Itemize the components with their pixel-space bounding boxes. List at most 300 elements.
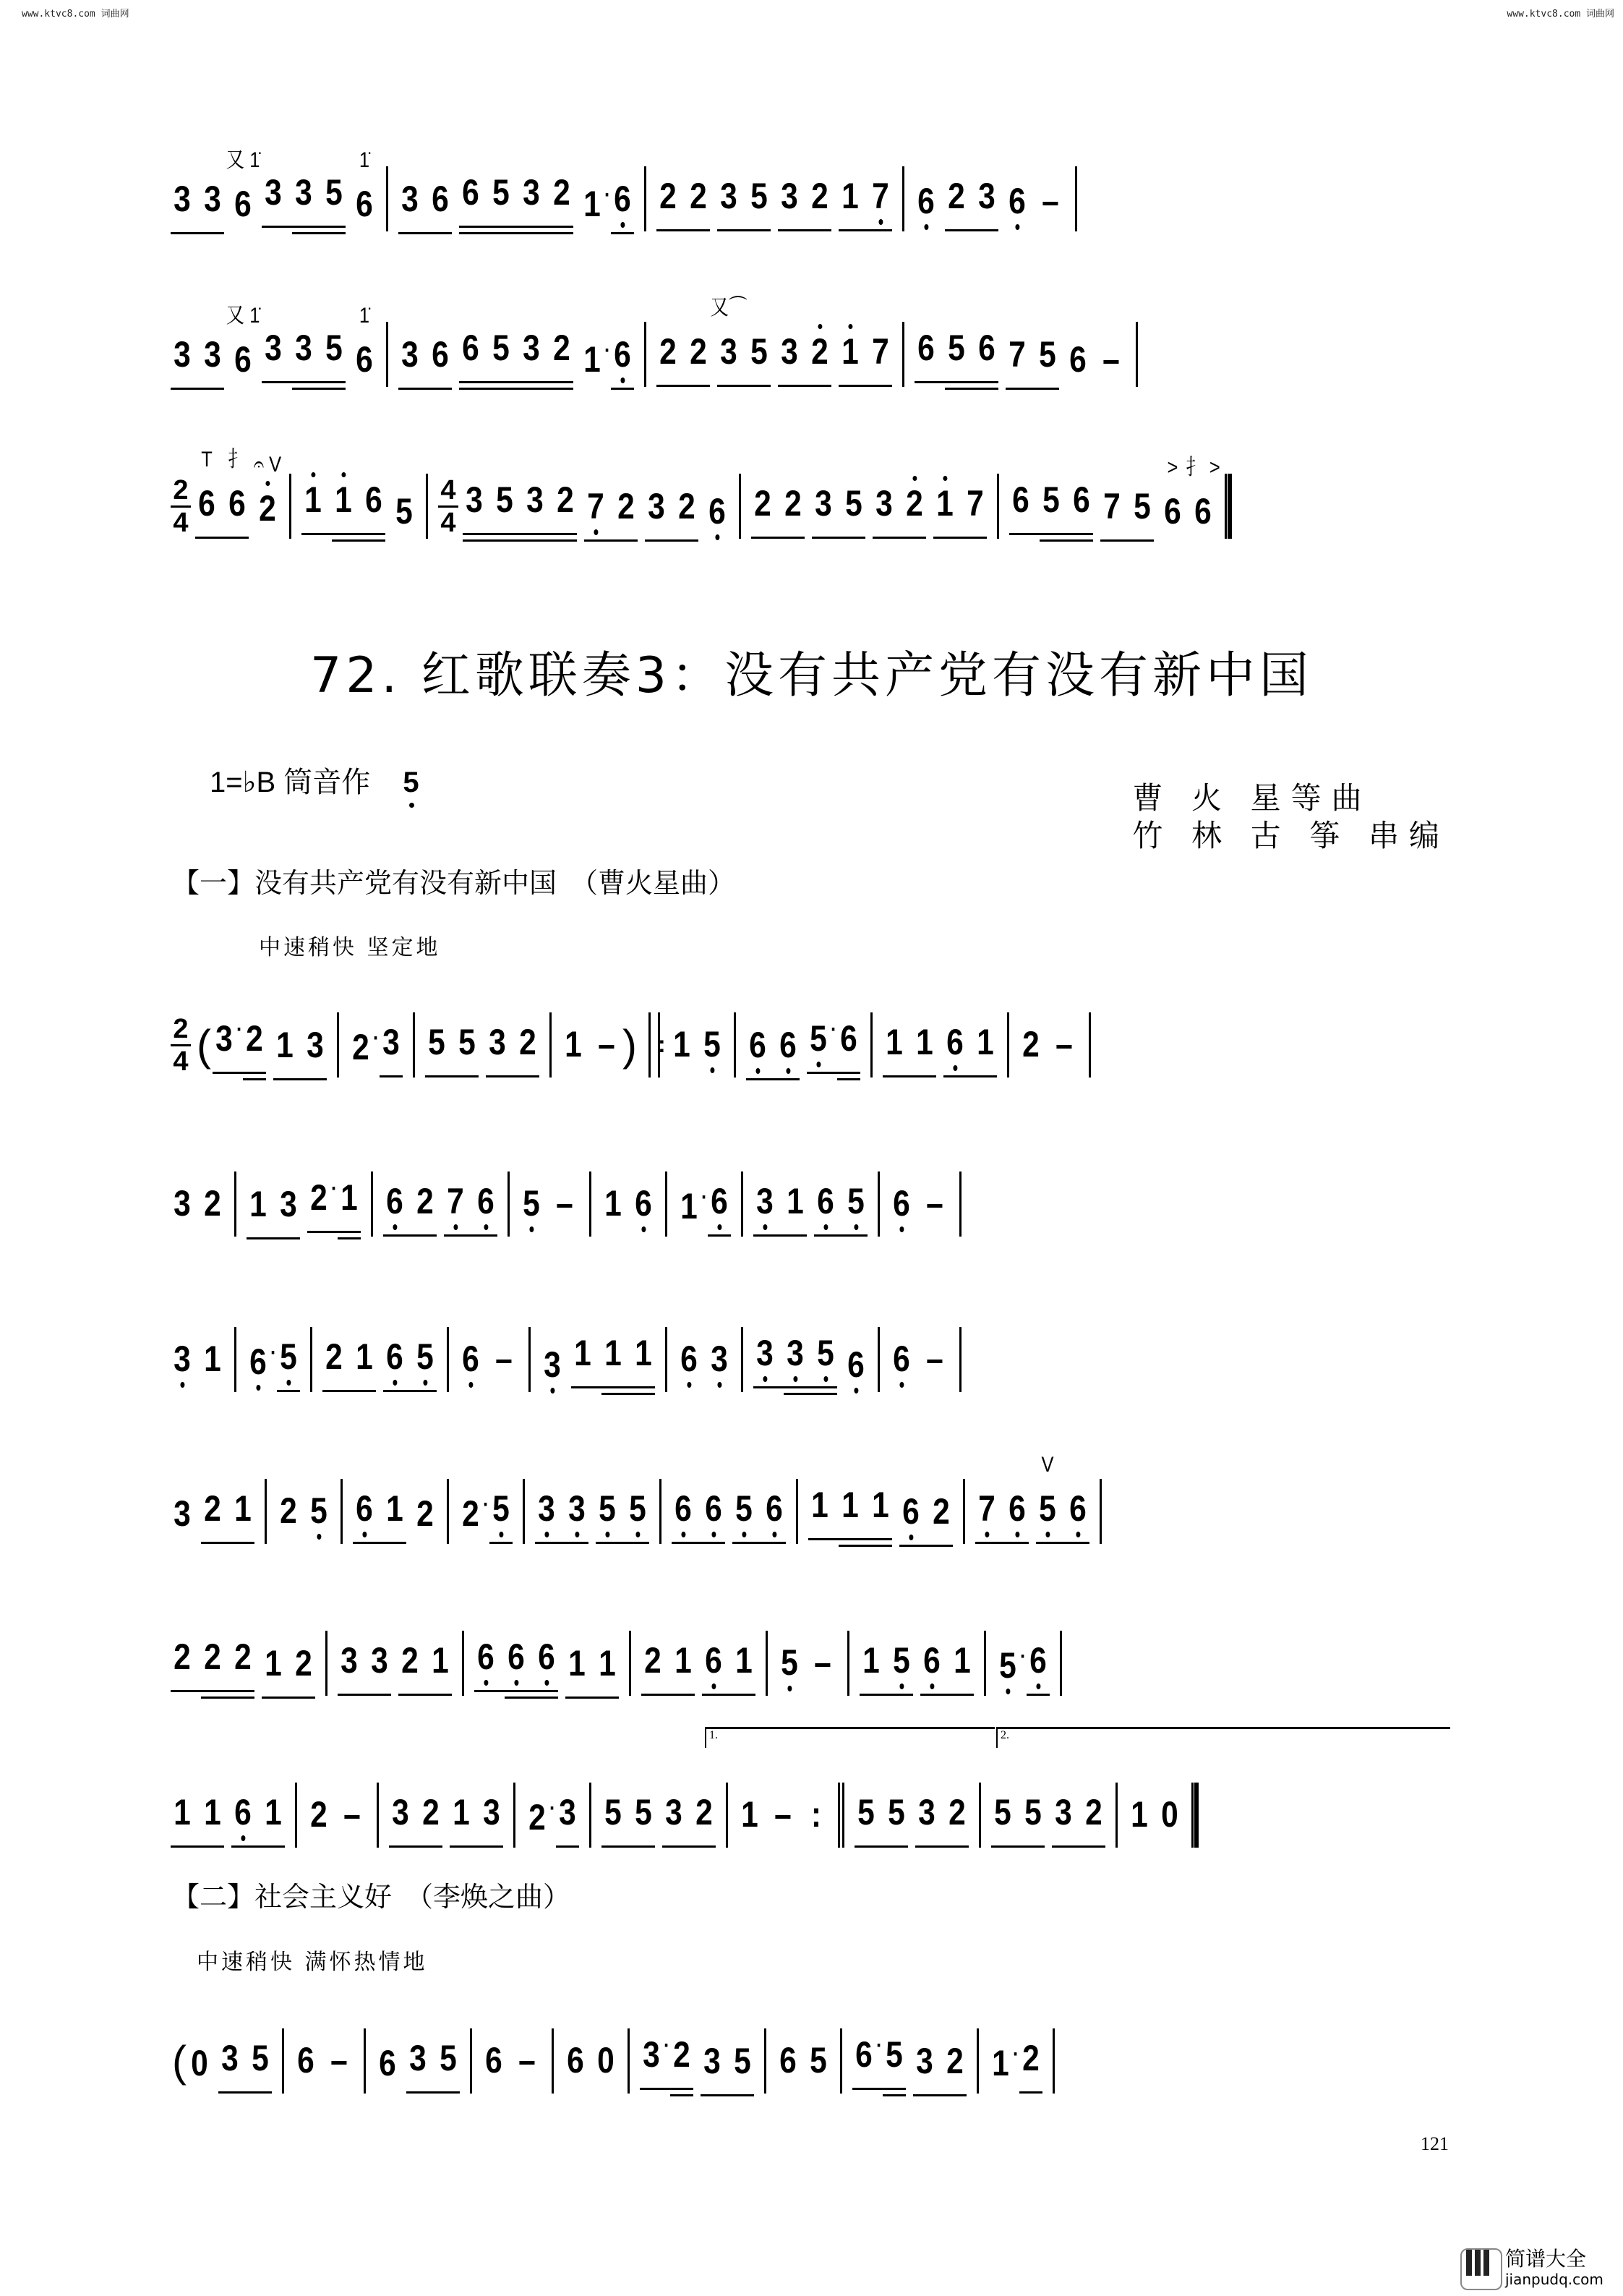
note-group [294, 2031, 354, 2091]
low-octave-dot [846, 1385, 865, 1395]
low-octave-dot [870, 372, 890, 382]
high-octave-dot [886, 1783, 906, 1792]
note-groups [526, 1783, 579, 1848]
staff-row-inner [160, 447, 1462, 560]
note-groups [171, 1783, 285, 1848]
barline [1089, 1012, 1091, 1077]
note-digit: 3 [401, 179, 419, 219]
measure [160, 1609, 325, 1717]
note-digit: 5 [440, 2037, 457, 2078]
high-octave-dot [354, 1480, 374, 1488]
note [703, 1631, 723, 1691]
note-groups [1009, 456, 1220, 542]
note [688, 167, 708, 226]
high-octave-dot [1011, 471, 1030, 479]
high-octave-dot [785, 1324, 805, 1333]
low-octave-dot [993, 1832, 1012, 1843]
note-digit: 2 [906, 482, 923, 524]
low-octave-dot [263, 368, 283, 378]
high-octave-dot [461, 1330, 480, 1339]
low-octave-dot [810, 1683, 835, 1693]
measure [986, 1609, 1060, 1717]
measure [373, 1150, 508, 1258]
note-group [751, 474, 805, 539]
high-octave-dot [709, 1172, 729, 1181]
note [461, 163, 480, 223]
note-group [581, 175, 611, 234]
underline-beam [277, 1390, 300, 1392]
low-octave-dot [734, 1529, 753, 1539]
note [567, 1634, 586, 1694]
high-octave-dot [603, 1324, 622, 1333]
staff-row [160, 295, 1462, 409]
low-octave-dot [385, 1221, 404, 1232]
low-octave-dot [1007, 221, 1027, 231]
high-octave-dot [806, 1785, 826, 1794]
notes [571, 1324, 655, 1383]
note [734, 1480, 753, 1539]
notes [596, 1480, 649, 1539]
note [296, 2031, 315, 2091]
notes [307, 1169, 361, 1228]
note-digit: 6 [477, 1636, 494, 1677]
note-group [915, 172, 938, 231]
notes [247, 1333, 277, 1392]
notes [701, 2032, 754, 2091]
note-groups [883, 1013, 997, 1077]
note [1132, 477, 1152, 537]
note-digit: 3 [787, 1333, 804, 1373]
high-octave-dot [808, 2031, 828, 2040]
note [461, 1330, 480, 1389]
note [491, 1480, 510, 1539]
high-octave-dot [263, 319, 283, 328]
note-digit: 2 [948, 1791, 966, 1832]
note-digit: 5 [635, 1791, 652, 1832]
note-digit: 1 [872, 1485, 889, 1525]
note-group [262, 1634, 315, 1699]
staff-row-inner [160, 1761, 1462, 1869]
low-octave-dot [719, 372, 738, 382]
measure [327, 1609, 462, 1717]
note-digit: 5 [280, 1336, 297, 1377]
high-octave-dot [945, 2032, 964, 2041]
note-digit: 6 [847, 1344, 865, 1385]
note-group [640, 2026, 693, 2096]
low-octave-dot [785, 1373, 805, 1383]
high-octave-dot [415, 1172, 434, 1181]
underline-beam [262, 1697, 315, 1699]
low-octave-dot [263, 1683, 283, 1694]
low-octave-dot [278, 1377, 298, 1387]
note [354, 1328, 374, 1387]
notes [1019, 1015, 1079, 1075]
low-octave-dot [778, 2081, 797, 2091]
note-groups [474, 1628, 619, 1699]
underline-beam [873, 537, 926, 539]
low-octave-dot [946, 216, 966, 226]
note-group [778, 1634, 837, 1693]
note-digit: 6 [675, 1488, 692, 1529]
high-octave-dot [202, 1330, 222, 1339]
low-octave-dot [354, 224, 374, 234]
high-octave-dot [785, 1172, 805, 1181]
note-digit: 1 [432, 1639, 449, 1681]
note-groups [601, 1174, 655, 1234]
low-octave-dot [1068, 1529, 1087, 1539]
note [597, 1634, 617, 1694]
low-octave-dot [294, 1683, 313, 1694]
note-digit: 6 [1012, 479, 1029, 520]
note-group [459, 1485, 489, 1544]
note [563, 1015, 583, 1075]
barline [959, 1327, 962, 1392]
low-octave-dot [582, 380, 601, 390]
note [891, 1330, 911, 1389]
note-digit: 3 [174, 179, 191, 219]
key-text: 1=♭B 筒音作 [210, 767, 371, 798]
high-octave-dot [779, 1634, 799, 1642]
low-octave-dot [1007, 375, 1027, 385]
note-group [389, 1783, 442, 1848]
low-octave-dot [327, 2081, 351, 2091]
note-digit: 3 [174, 1183, 191, 1224]
note [810, 167, 829, 226]
measure [236, 1305, 310, 1414]
note-group [1036, 1452, 1089, 1544]
staff-row [160, 1150, 1462, 1258]
note [506, 1628, 526, 1687]
note [596, 2031, 615, 2091]
notes [839, 167, 892, 226]
high-octave-dot [616, 477, 635, 486]
measure [267, 1457, 341, 1566]
notes [1100, 477, 1154, 537]
high-octave-dot [870, 1476, 890, 1485]
note-digit: 5 [1134, 486, 1151, 526]
note [445, 1172, 465, 1232]
note-group [171, 1485, 194, 1544]
high-octave-dot [202, 325, 222, 334]
high-octave-dot [303, 471, 322, 479]
high-octave-dot [555, 471, 575, 479]
note-digit: 6 [297, 2040, 314, 2081]
high-octave-dot [1028, 1631, 1048, 1640]
note [415, 1485, 434, 1544]
note-groups [301, 471, 416, 542]
low-octave-dot [633, 1832, 653, 1843]
low-octave-dot [810, 372, 829, 382]
note-digit: 3 [781, 330, 798, 372]
notes [776, 2031, 830, 2091]
underline-beam [459, 226, 573, 228]
underline-beam [338, 1694, 391, 1696]
low-octave-dot [734, 1681, 753, 1691]
note-digit: 1 [249, 1184, 267, 1224]
augmentation-dot: · [372, 1025, 380, 1050]
note [633, 1783, 653, 1843]
barline [1191, 1783, 1199, 1848]
barline [1225, 474, 1232, 539]
measure [844, 1761, 979, 1869]
notes [601, 1174, 655, 1234]
low-octave-dot [694, 1832, 714, 1843]
note [646, 477, 666, 537]
note [457, 1013, 476, 1072]
measure [660, 991, 734, 1099]
note-digit: 3 [1055, 1791, 1072, 1832]
note-digit: – [518, 2040, 536, 2081]
high-octave-dot [764, 1480, 784, 1488]
low-octave-dot [521, 368, 541, 378]
underline-beam [171, 1690, 254, 1692]
high-octave-dot [813, 474, 833, 483]
low-octave-dot [703, 1529, 723, 1539]
note [536, 1480, 556, 1539]
note-digit: 2 [644, 1639, 661, 1681]
low-octave-dot [646, 526, 666, 537]
note [952, 1631, 972, 1691]
note-digit: 1 [954, 1639, 971, 1681]
low-octave-dot [573, 1373, 592, 1383]
note-digit: 6 [365, 479, 382, 520]
note-digit: 2 [659, 330, 677, 372]
note-digit: 3 [523, 172, 540, 213]
notes [307, 1785, 367, 1845]
low-octave-dot [309, 1531, 328, 1541]
high-octave-dot [521, 1174, 541, 1183]
underline-beam [1052, 1845, 1105, 1848]
low-octave-dot [233, 1677, 252, 1687]
note-digit: – [495, 1339, 513, 1379]
measure [297, 1761, 377, 1869]
note [354, 1480, 374, 1539]
augmentation-dot: · [270, 1340, 277, 1365]
note-group [414, 1485, 437, 1544]
note [672, 1015, 691, 1075]
note [565, 2031, 585, 2091]
low-octave-dot [1021, 2078, 1040, 2088]
low-octave-dot [1068, 380, 1087, 390]
note-group [677, 1330, 731, 1389]
low-octave-dot [430, 375, 450, 385]
measure [160, 300, 386, 409]
note-digit: 1 [204, 1339, 221, 1379]
note-digit: 3 [295, 172, 312, 213]
note-digit: 6 [462, 1339, 479, 1379]
augmentation-dot: · [483, 1492, 489, 1516]
note-digit: 3 [711, 1339, 728, 1379]
note [1028, 1631, 1048, 1691]
note-group [277, 1482, 330, 1541]
low-octave-dot [354, 1529, 374, 1539]
low-octave-dot [884, 1062, 904, 1072]
low-octave-dot [430, 1681, 450, 1691]
note-groups [188, 2029, 272, 2094]
dash-hold [771, 1785, 795, 1845]
notes [213, 1010, 266, 1069]
notes [778, 1634, 837, 1693]
note-digit: 5 [994, 1791, 1011, 1832]
note [309, 1785, 328, 1845]
high-octave-dot [172, 1330, 192, 1339]
underline-beam [920, 1694, 974, 1696]
note-groups [459, 1480, 513, 1544]
low-octave-dot [703, 1681, 723, 1691]
note-groups [277, 1482, 330, 1541]
low-octave-dot [874, 524, 894, 534]
note [555, 471, 575, 530]
low-octave-dot [354, 380, 374, 390]
high-octave-dot [494, 471, 514, 479]
note [815, 1324, 835, 1383]
high-octave-dot [476, 1628, 495, 1636]
measure [160, 1761, 295, 1869]
time-sig-bottom: 4 [440, 507, 456, 538]
high-octave-dot [749, 167, 768, 176]
note [707, 482, 727, 542]
notes [989, 2034, 1019, 2094]
low-octave-dot [518, 1062, 537, 1072]
high-octave-dot [740, 1785, 759, 1794]
note-group [933, 474, 987, 539]
high-octave-dot [305, 1016, 325, 1025]
note-group [398, 170, 452, 234]
note [679, 1177, 708, 1237]
note-digit: 5 [395, 491, 413, 532]
high-octave-dot [673, 1631, 693, 1640]
note-digit: – [814, 1642, 831, 1683]
section-2-tempo: 中速稍快 满怀热情地 [197, 1950, 428, 1975]
note-group [383, 1172, 437, 1237]
low-octave-dot [1028, 1681, 1048, 1691]
note-groups [890, 1330, 949, 1389]
low-octave-dot [248, 1382, 267, 1392]
note-group [171, 1628, 254, 1699]
staff-row-inner [160, 991, 1462, 1099]
note-digit: 3 [918, 1791, 935, 1832]
low-octave-dot [172, 375, 192, 385]
notes [459, 319, 573, 378]
note [694, 1783, 714, 1843]
high-octave-dot [946, 319, 966, 328]
high-octave-dot [487, 1013, 507, 1022]
barline [1060, 1631, 1062, 1696]
high-octave-dot [1102, 477, 1121, 486]
note-digit: 2 [246, 1018, 263, 1059]
note-group [991, 1783, 1045, 1848]
high-octave-dot [381, 1013, 401, 1022]
high-octave-dot [408, 2029, 427, 2038]
key-signature [210, 759, 419, 801]
note-digit: 5 [817, 1333, 834, 1373]
note [354, 304, 374, 390]
low-octave-dot [658, 216, 677, 226]
note-digit: 1 [574, 1333, 591, 1373]
low-octave-dot [870, 216, 890, 226]
augmentation-dot: · [604, 183, 611, 207]
underline-beam [171, 232, 224, 234]
note-digit: 5 [888, 1791, 905, 1832]
high-octave-dot [1007, 172, 1027, 181]
note [385, 1328, 404, 1387]
note [494, 471, 514, 530]
notes [398, 1631, 452, 1691]
underline-beam-2 [839, 1545, 892, 1547]
low-octave-dot [1053, 1832, 1073, 1843]
low-octave-dot [1102, 526, 1121, 537]
high-octave-dot [917, 1783, 936, 1792]
note-digit: 6 [386, 1336, 403, 1377]
notes [383, 1328, 437, 1387]
notes [778, 323, 831, 382]
notes [247, 1175, 300, 1234]
note-group [307, 1169, 361, 1239]
high-octave-dot [993, 1783, 1012, 1792]
note-digit: 3 [559, 1791, 576, 1832]
high-octave-dot [1129, 1785, 1149, 1794]
high-octave-dot [931, 1482, 951, 1491]
note [385, 1480, 404, 1539]
high-octave-dot [703, 1631, 723, 1640]
note [586, 477, 605, 537]
note-digit: 6 [1194, 491, 1212, 532]
note [214, 1010, 243, 1069]
notes [943, 1013, 997, 1072]
note-group [380, 1013, 403, 1077]
note-digit: 5 [523, 1183, 540, 1224]
underline-beam [701, 2094, 754, 2096]
note-group [526, 1788, 556, 1848]
note-digit: 1 [174, 1791, 191, 1832]
note-digit: 3 [781, 175, 798, 216]
note-digit: 1 [386, 1488, 403, 1529]
notes [702, 1631, 755, 1691]
note [278, 1328, 298, 1387]
high-octave-dot [172, 1783, 192, 1792]
high-octave-dot [922, 1330, 947, 1339]
high-octave-dot [278, 1482, 298, 1490]
high-octave-dot [1041, 471, 1061, 479]
note [1160, 1785, 1179, 1845]
note-group [873, 474, 926, 539]
high-octave-dot [369, 1631, 389, 1640]
note-digit: 1 [599, 1643, 616, 1683]
high-octave-dot [278, 1328, 298, 1336]
note [197, 447, 216, 534]
note [552, 163, 571, 223]
high-octave-dot [753, 474, 772, 483]
note [861, 1631, 881, 1691]
note [915, 1013, 934, 1072]
note [263, 1783, 283, 1843]
high-octave-dot [484, 2031, 503, 2040]
augmentation-dot: · [875, 2033, 883, 2057]
note-digit: 6 [234, 1791, 252, 1832]
notes [393, 482, 416, 542]
note-digit: 2 [325, 1336, 343, 1377]
note-digit: 6 [462, 328, 479, 368]
note-groups [171, 1628, 315, 1699]
low-octave-dot [749, 216, 768, 226]
high-octave-dot [461, 163, 480, 172]
low-octave-dot [672, 1064, 691, 1075]
note-group [641, 1631, 695, 1696]
note-digit: 2 [310, 1177, 327, 1218]
low-octave-dot [214, 1059, 234, 1069]
note-digit: 6 [749, 1025, 766, 1065]
note-digit: 2 [204, 1488, 221, 1529]
